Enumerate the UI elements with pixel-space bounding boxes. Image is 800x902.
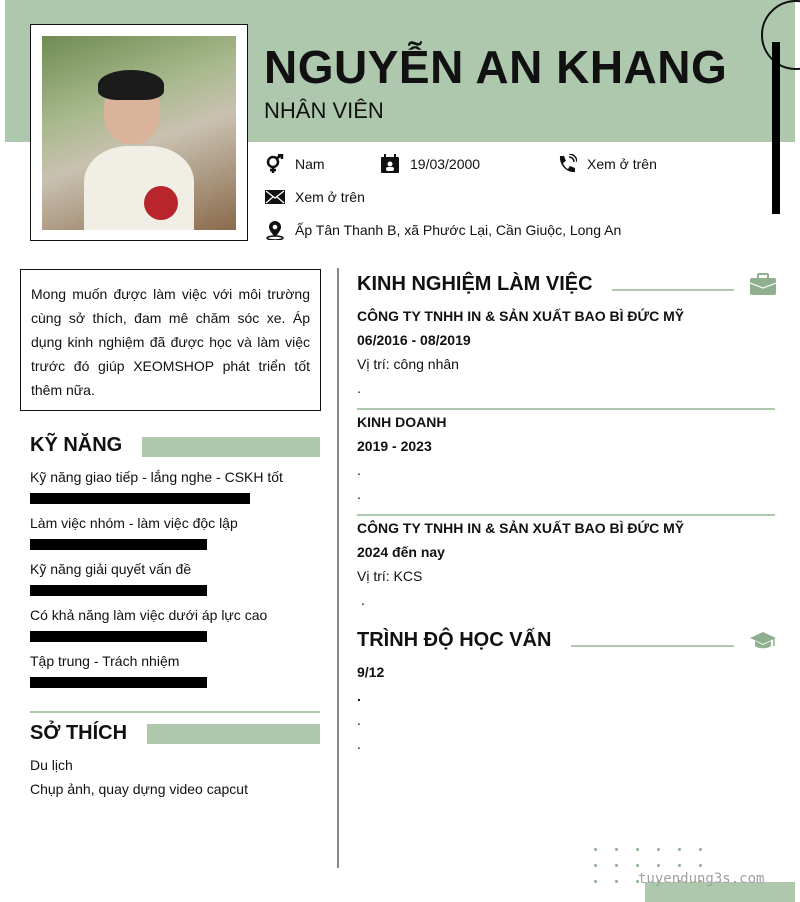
education-detail: . — [357, 736, 361, 752]
divider — [357, 514, 775, 516]
hobbies-heading: SỞ THÍCH — [30, 722, 128, 744]
skill-level-bar — [30, 631, 207, 642]
column-divider — [337, 268, 339, 868]
job-title: NHÂN VIÊN — [264, 98, 384, 123]
gender-icon — [265, 154, 285, 174]
watermark: tuyendung3s.com — [638, 871, 765, 887]
divider — [30, 711, 320, 713]
job-detail: . — [361, 592, 365, 608]
decor-bar — [772, 42, 780, 214]
heading-line — [571, 645, 734, 647]
job-period: 2024 đến nay — [357, 544, 445, 560]
job-detail: . — [357, 462, 361, 478]
skill-level-bar — [30, 539, 207, 550]
email-icon — [265, 187, 285, 207]
job-period: 06/2016 - 08/2019 — [357, 332, 471, 348]
education-grade: 9/12 — [357, 664, 385, 680]
skill-label: Có khả năng làm việc dưới áp lực cao — [30, 607, 268, 623]
profile-photo — [42, 36, 236, 230]
graduation-cap-icon — [750, 630, 776, 652]
job-detail: Vị trí: công nhân — [357, 356, 459, 372]
phone-item — [557, 154, 657, 174]
phone-value: Xem ở trên — [587, 156, 657, 172]
gender-item — [265, 154, 325, 174]
calendar-icon — [380, 154, 400, 174]
email-item — [265, 187, 365, 207]
company-name: CÔNG TY TNHH IN & SẢN XUẤT BAO BÌ ĐỨC MỸ — [357, 520, 685, 536]
experience-heading: KINH NGHIỆM LÀM VIỆC — [357, 273, 593, 295]
hobby-item: Du lịch — [30, 757, 73, 773]
hobby-item: Chụp ảnh, quay dựng video capcut — [30, 781, 248, 797]
skill-label: Kỹ năng giải quyết vấn đề — [30, 561, 192, 577]
address-item — [265, 220, 621, 240]
location-icon — [265, 220, 285, 240]
candidate-name: NGUYỄN AN KHANG — [264, 41, 728, 93]
heading-line — [612, 289, 734, 291]
divider — [357, 408, 775, 410]
career-objective: Mong muốn được làm việc với môi trường cùng sở thích, đam mê chăm sóc xe. Áp dụng kinh nghiệm đã được học và làm việc trước đó giúp XEOMSHOP phát triển tốt thêm nữa. — [20, 269, 321, 411]
address-value: Ấp Tân Thanh B, xã Phước Lại, Cần Giuộc, Long An — [295, 222, 622, 238]
dob-value: 19/03/2000 — [410, 156, 481, 172]
education-detail: . — [357, 688, 361, 704]
skill-label: Làm việc nhóm - làm việc độc lập — [30, 515, 238, 531]
email-value: Xem ở trên — [295, 189, 365, 205]
phone-icon — [557, 154, 577, 174]
skills-heading-bar — [142, 437, 320, 457]
skill-level-bar — [30, 585, 207, 596]
skills-heading: KỸ NĂNG — [30, 434, 123, 456]
hobbies-heading-bar — [147, 724, 320, 744]
job-detail: Vị trí: KCS — [357, 568, 423, 584]
skill-label: Tập trung - Trách nhiệm — [30, 653, 180, 669]
skill-label: Kỹ năng giao tiếp - lắng nghe - CSKH tốt — [30, 469, 283, 485]
company-name: KINH DOANH — [357, 414, 447, 430]
skill-level-bar — [30, 677, 207, 688]
job-detail: . — [357, 380, 361, 396]
briefcase-icon — [750, 273, 776, 295]
gender-value: Nam — [295, 156, 325, 172]
education-heading: TRÌNH ĐỘ HỌC VẤN — [357, 629, 552, 651]
job-detail: . — [357, 486, 361, 502]
dob-item — [380, 154, 480, 174]
job-period: 2019 - 2023 — [357, 438, 432, 454]
education-detail: . — [357, 712, 361, 728]
skill-level-bar — [30, 493, 250, 504]
company-name: CÔNG TY TNHH IN & SẢN XUẤT BAO BÌ ĐỨC MỸ — [357, 308, 685, 324]
